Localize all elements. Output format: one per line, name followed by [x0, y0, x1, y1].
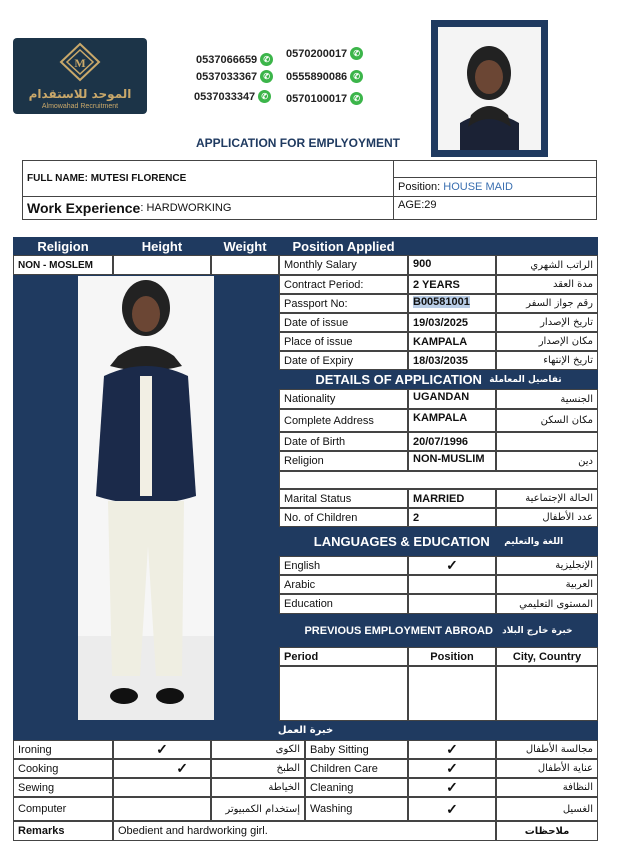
age: AGE:29	[393, 196, 597, 220]
row-value: 18/03/2035	[408, 351, 496, 370]
row-arabic: تاريخ الإصدار	[496, 313, 598, 332]
row-arabic	[496, 432, 598, 451]
skill-label: Washing	[305, 797, 408, 821]
row-arabic: الإنجليزية	[496, 556, 598, 575]
logo-english-name: Almowahad Recruitment	[41, 103, 119, 110]
skill-arabic: عناية الأطفال	[496, 759, 598, 778]
row-label: Religion	[279, 451, 408, 471]
skill-label: Cooking	[13, 759, 113, 778]
agency-logo	[13, 38, 147, 114]
row-label: Date of issue	[279, 313, 408, 332]
row-arabic: رقم جواز السفر	[496, 294, 598, 313]
header-height: Height	[113, 237, 211, 255]
row-arabic: مكان الإصدار	[496, 332, 598, 351]
row-arabic: تاريخ الإنتهاء	[496, 351, 598, 370]
weight-value	[211, 255, 279, 275]
row-arabic: الحالة الإجتماعية	[496, 489, 598, 508]
skill-label: Computer	[13, 797, 113, 821]
remarks-label: Remarks	[13, 821, 113, 841]
work-experience	[22, 196, 394, 220]
row-value: 900	[408, 255, 496, 275]
row-label: Arabic	[279, 575, 408, 594]
row-arabic: الجنسية	[496, 389, 598, 409]
header-weight: Weight	[211, 237, 279, 255]
skill-label: Sewing	[13, 778, 113, 797]
previous-period-cell	[279, 666, 408, 721]
phone-4: 0570200017 ✆	[286, 47, 363, 60]
header-position-applied: Position Applied	[279, 237, 408, 255]
check-icon: ✓	[408, 778, 496, 797]
col-position: Position	[408, 647, 496, 666]
row-arabic: الراتب الشهري	[496, 255, 598, 275]
skill-check	[113, 797, 211, 821]
position-cell	[393, 177, 597, 197]
details-header	[279, 370, 598, 389]
religion-value: NON - MOSLEM	[13, 255, 113, 275]
previous-header-en: PREVIOUS EMPLOYMENT ABROAD	[304, 624, 493, 637]
previous-header-ar: خبرة خارج البلاد	[502, 625, 573, 636]
skill-label: Children Care	[305, 759, 408, 778]
skill-arabic: الطبخ	[211, 759, 305, 778]
whatsapp-icon: ✆	[258, 90, 271, 103]
phone-5: 0555890086 ✆	[286, 70, 363, 83]
position-label: Position:	[398, 181, 441, 193]
row-label: Education	[279, 594, 408, 614]
row-label: Complete Address	[279, 409, 408, 432]
languages-header-en: LANGUAGES & EDUCATION	[313, 534, 490, 549]
previous-position-cell	[408, 666, 496, 721]
passport-number: B00581001	[413, 296, 470, 308]
skill-check	[113, 778, 211, 797]
check-icon: ✓	[408, 740, 496, 759]
row-label: Monthly Salary	[279, 255, 408, 275]
row-label: No. of Children	[279, 508, 408, 527]
whatsapp-icon: ✆	[260, 53, 273, 66]
check-icon: ✓	[113, 740, 211, 759]
header-filler	[408, 237, 598, 255]
phone-3: 0537033347 ✆	[194, 90, 271, 103]
details-header-en: DETAILS OF APPLICATION	[315, 372, 482, 387]
skill-label: Cleaning	[305, 778, 408, 797]
row-value	[408, 575, 496, 594]
row-value: KAMPALA	[408, 332, 496, 351]
position-value: HOUSE MAID	[443, 181, 513, 193]
row-value: NON-MUSLIM	[408, 451, 496, 471]
row-label: Marital Status	[279, 489, 408, 508]
row-label: Nationality	[279, 389, 408, 409]
work-exp-label: Work Experience	[27, 200, 141, 216]
full-body-photo	[78, 276, 214, 720]
row-label: Contract Period:	[279, 275, 408, 294]
skill-label: Ironing	[13, 740, 113, 759]
whatsapp-icon: ✆	[350, 70, 363, 83]
row-arabic: مدة العقد	[496, 275, 598, 294]
passport-value-cell	[408, 294, 496, 313]
portrait-photo-frame	[431, 20, 548, 157]
check-icon: ✓	[408, 556, 496, 575]
check-icon: ✓	[408, 797, 496, 821]
skill-arabic: مجالسة الأطفال	[496, 740, 598, 759]
languages-header-ar: اللغة والتعليم	[504, 536, 564, 547]
col-city-country: City, Country	[496, 647, 598, 666]
spacer-row	[279, 471, 598, 489]
skills-header: خبرة العمل	[13, 721, 598, 740]
row-value	[408, 594, 496, 614]
height-value	[113, 255, 211, 275]
previous-city-cell	[496, 666, 598, 721]
skill-arabic: الغسيل	[496, 797, 598, 821]
svg-text:M: M	[74, 56, 86, 70]
full-body-photo-image	[78, 276, 214, 720]
row-label: Date of Birth	[279, 432, 408, 451]
row-arabic: مكان السكن	[496, 409, 598, 432]
skill-arabic: الخياطة	[211, 778, 305, 797]
remarks-arabic: ملاحظات	[496, 821, 598, 841]
whatsapp-icon: ✆	[350, 47, 363, 60]
row-label: Place of issue	[279, 332, 408, 351]
row-value: 2	[408, 508, 496, 527]
skill-label: Baby Sitting	[305, 740, 408, 759]
work-exp-value: : HARDWORKING	[140, 202, 232, 214]
row-value: 19/03/2025	[408, 313, 496, 332]
check-icon: ✓	[113, 759, 211, 778]
full-name: FULL NAME: MUTESI FLORENCE	[22, 160, 394, 197]
phone-2: 0537033367 ✆	[196, 70, 273, 83]
row-value: 2 YEARS	[408, 275, 496, 294]
previous-employment-header	[279, 614, 598, 647]
col-period: Period	[279, 647, 408, 666]
check-icon: ✓	[408, 759, 496, 778]
whatsapp-icon: ✆	[260, 70, 273, 83]
row-value: MARRIED	[408, 489, 496, 508]
row-label: English	[279, 556, 408, 575]
skill-arabic: إستخدام الكمبيوتر	[211, 797, 305, 821]
remarks-value: Obedient and hardworking girl.	[113, 821, 496, 841]
portrait-photo	[438, 27, 541, 150]
logo-arabic-name: الموحد للاستقدام	[28, 87, 132, 101]
row-value: UGANDAN	[408, 389, 496, 409]
whatsapp-icon: ✆	[350, 92, 363, 105]
row-arabic: المستوى التعليمي	[496, 594, 598, 614]
row-arabic: دين	[496, 451, 598, 471]
row-label: Passport No:	[279, 294, 408, 313]
page-title: APPLICATION FOR EMPLYOYMENT	[196, 136, 401, 150]
languages-header	[279, 527, 598, 556]
row-value: 20/07/1996	[408, 432, 496, 451]
header-blank-cell	[393, 160, 597, 178]
row-label: Date of Expiry	[279, 351, 408, 370]
skill-arabic: النظافة	[496, 778, 598, 797]
header-religion: Religion	[13, 237, 113, 255]
row-value: KAMPALA	[408, 409, 496, 432]
row-arabic: عدد الأطفال	[496, 508, 598, 527]
phone-1: 0537066659 ✆	[196, 53, 273, 66]
phone-6: 0570100017 ✆	[286, 92, 363, 105]
skill-arabic: الكوى	[211, 740, 305, 759]
row-arabic: العربية	[496, 575, 598, 594]
details-header-ar: تفاصيل المعاملة	[489, 374, 562, 385]
